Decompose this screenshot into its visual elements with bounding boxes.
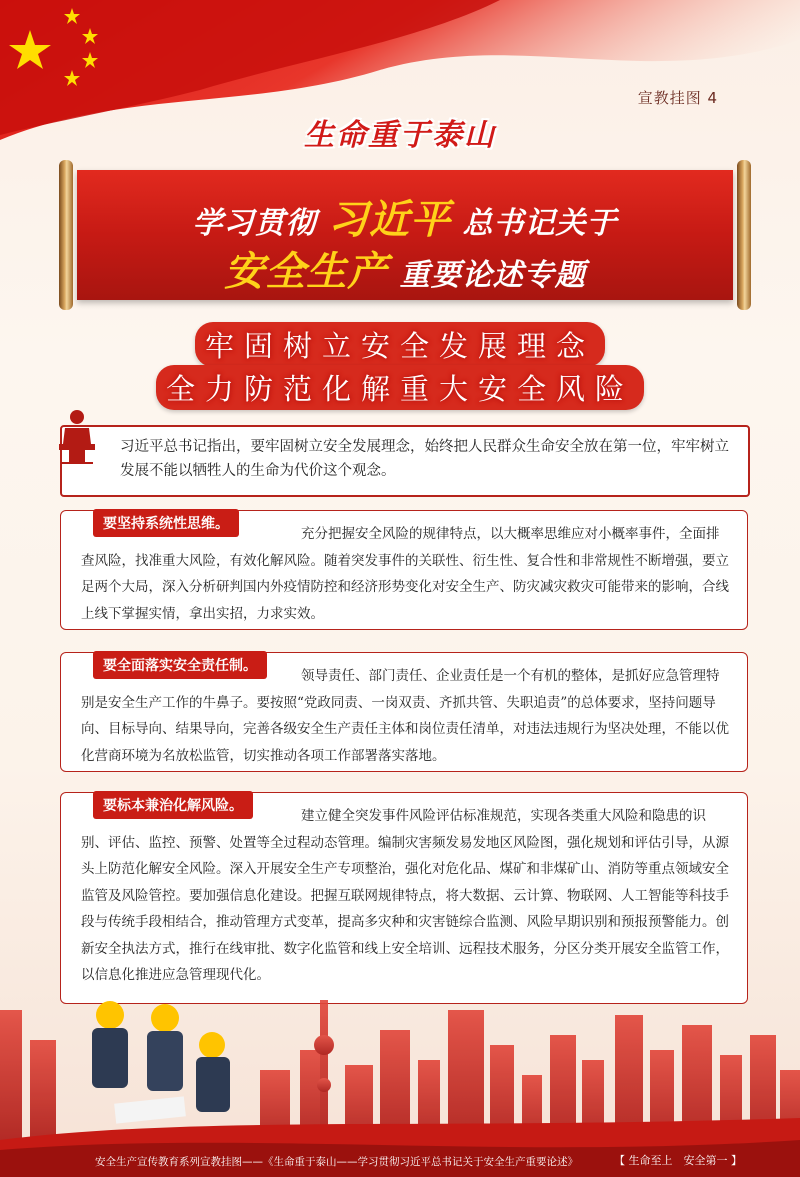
speaker-icon bbox=[55, 408, 99, 464]
banner-line2-highlight: 安全生产 bbox=[224, 249, 389, 295]
section-responsibility bbox=[60, 652, 748, 772]
edition-label: 宣教挂图 4 bbox=[637, 89, 718, 107]
banner-line-2 bbox=[55, 240, 755, 297]
section-tag: 要坚持系统性思维。 bbox=[93, 509, 239, 537]
subtitle-2-text: 全力防范化解重大安全风险 bbox=[156, 365, 644, 410]
section-body: 充分把握安全风险的规律特点，以大概率思维应对小概率事件，全面排查风险，找准重大风险，有效化解风险。随着突发事件的关联性、衍生性、复合性和非常规性不断增强，要立足两个大局，深入分析研判国内外疫情防控和经济形势变化对安全生产、防灾减灾救灾可能带来的影响，合线上线下掌握实情，拿出实招，力求实效。 bbox=[81, 526, 729, 622]
worker-icon bbox=[92, 1001, 230, 1124]
subtitle-line-2 bbox=[0, 365, 800, 410]
intro-text: 习近平总书记指出，要牢固树立安全发展理念，始终把人民群众生命安全放在第一位，牢牢树立发展不能以牺牲人的生命为代价这个观念。 bbox=[120, 439, 729, 479]
subtitle-1-text: 牢固树立安全发展理念 bbox=[195, 322, 605, 367]
section-systematic-thinking bbox=[60, 510, 748, 630]
banner-line-1 bbox=[55, 188, 755, 245]
banner-line1-post: 总书记关于 bbox=[462, 206, 618, 241]
banner-line2-post: 重要论述专题 bbox=[399, 258, 586, 293]
section-tag: 要全面落实安全责任制。 bbox=[93, 651, 267, 679]
section-tag: 要标本兼治化解风险。 bbox=[93, 791, 253, 819]
section-body: 建立健全突发事件风险评估标准规范，实现各类重大风险和隐患的识别、评估、监控、预警、处置等全过程动态管理。编制灾害频发易发地区风险图，强化规划和评估引导，从源头上防范化解安全风险。深入开展安全生产专项整治，强化对危化品、煤矿和非煤矿山、消防等重点领域安全监管及风险管控。要加强信息化建设。把握互联网规律特点，将大数据、云计算、物联网、人工智能等科技手段与传统手段相结合，推动管理方式变革，提高多灾种和灾害链综合监测、风险早期识别和预报预警能力。创新安全执法方式，推行在线审批、数字化监管和线上安全培训、远程技术服务，分区分类开展安全监管工作，以信息化推进应急管理现代化。 bbox=[81, 808, 729, 983]
intro-box bbox=[60, 425, 750, 497]
footer-slogan: 【 生命至上 安全第一 】 bbox=[614, 1154, 742, 1167]
banner-line1-pre: 学习贯彻 bbox=[192, 206, 317, 241]
banner-line1-highlight: 习近平 bbox=[328, 197, 451, 243]
footer-series-text: 安全生产宣传教育系列宣教挂图——《生命重于泰山——学习贯彻习近平总书记关于安全生产重要论述》 bbox=[95, 1156, 578, 1168]
skyline-illustration bbox=[0, 990, 800, 1177]
subtitle-line-1 bbox=[0, 322, 800, 367]
section-body: 领导责任、部门责任、企业责任是一个有机的整体，是抓好应急管理特别是安全生产工作的牛鼻子。要按照“党政同责、一岗双责、齐抓共管、失职追责”的总体要求，坚持问题导向、目标导向、结果导向，完善各级安全生产责任主体和岗位责任清单，对违法违规行为坚决处理，不能以优化营商环境为名放松监管，切实推动各项工作部署落实落地。 bbox=[81, 668, 729, 764]
title-scroll-banner bbox=[55, 160, 755, 310]
section-risk-resolution bbox=[60, 792, 748, 1004]
motto-title: 生命重于泰山 bbox=[304, 118, 496, 153]
